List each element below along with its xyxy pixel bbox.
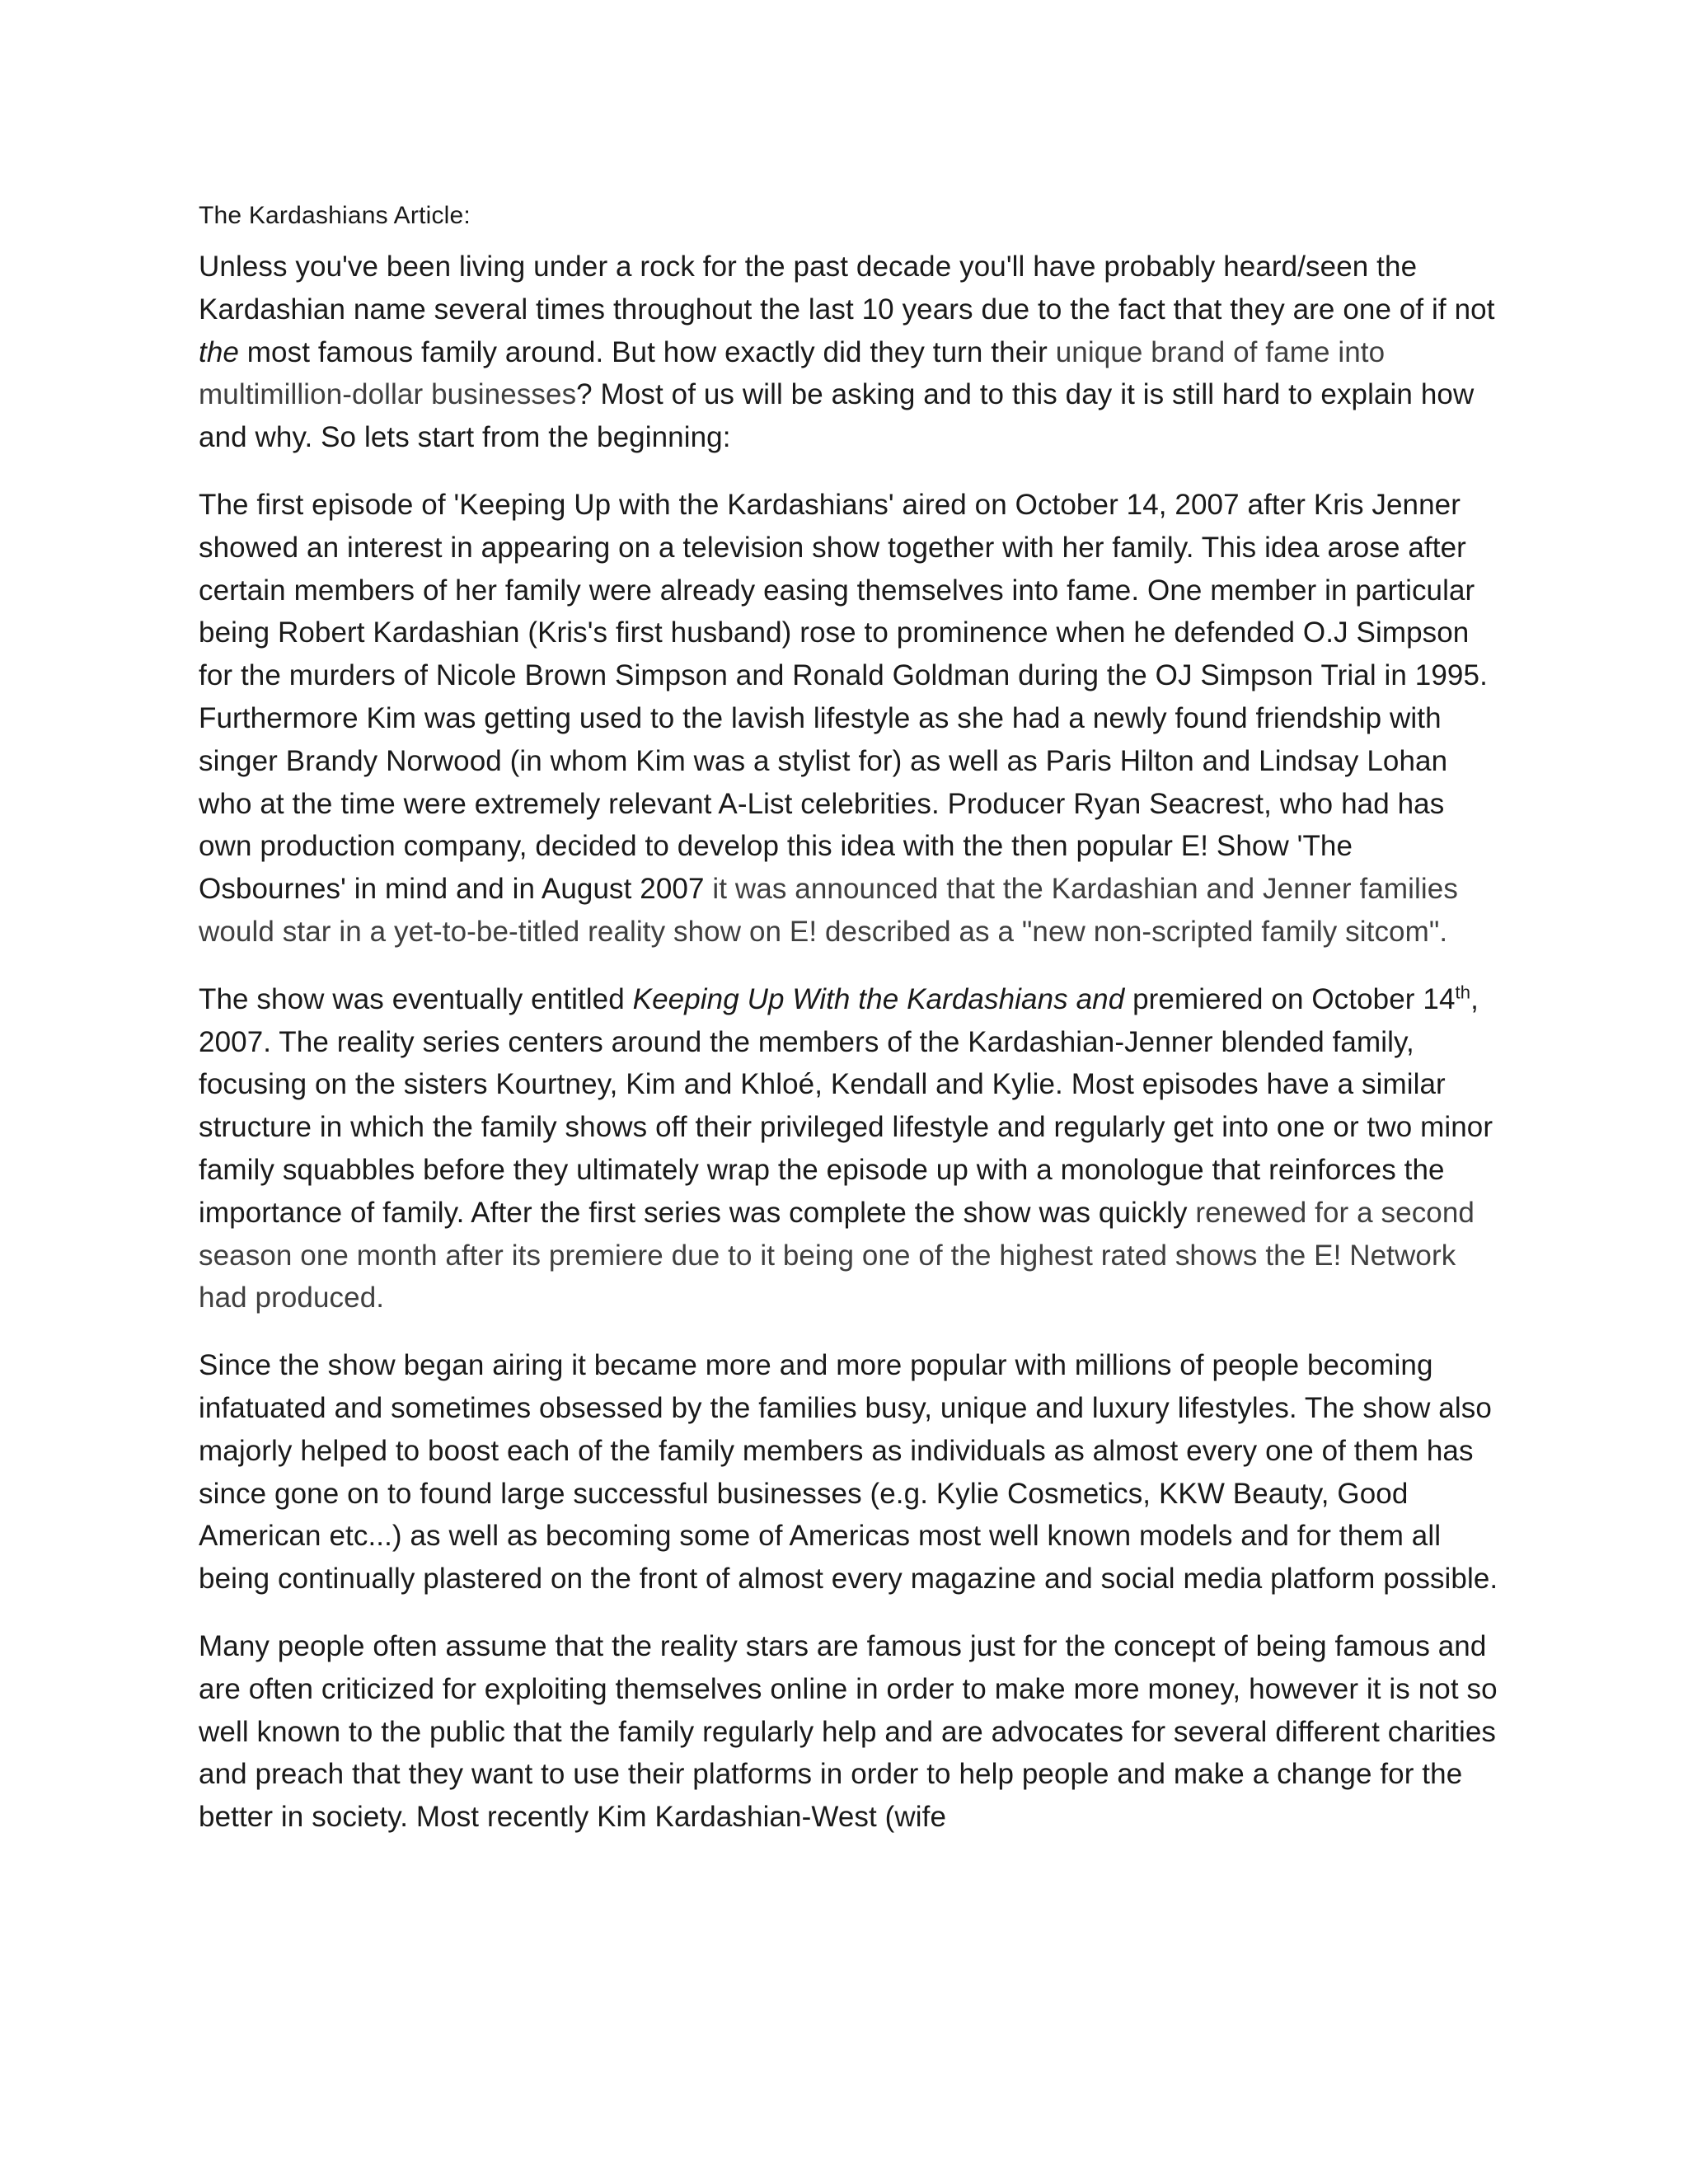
- article-heading: The Kardashians Article:: [199, 202, 471, 229]
- paragraph-popularity: Since the show began airing it became more and more popular with millions of people becoming infatuated and sometimes obsessed by the families busy, unique and luxury lifestyles. The show also majorly helped to boost each of the family members as individuals as almost every one of them has since gone on to found large successful businesses (e.g. Kylie Cosmetics, KKW Beauty, Good American etc...) as well as becoming some of Americas most well known models and for them all being continually plastered on the front of almost every magazine and social media platform possible.: [199, 1349, 1498, 1596]
- intro-text-a: Unless you've been living under a rock for the past decade you'll have probably heard/seen the Kardashian name several times throughout the last 10 years due to the fact that they are one of if not: [199, 251, 1495, 326]
- paragraph-intro: [199, 246, 1501, 459]
- first-episode-text-a: The first episode of 'Keeping Up with the Kardashians' aired on October 14, 2007 after Kris Jenner showed an interest in appearing on a television show together with her family. This idea arose after certain members of her family were already easing themselves into fame. One member in particular being Robert Kardashian (Kris's first husband) rose to prominence when he defended O.J Simpson for the murders of Nicole Brown Simpson and Ronald Goldman during the OJ Simpson Trial in 1995. Furthermore Kim was getting used to the lavish lifestyle as she had a newly found friendship with singer Brandy Norwood (in whom Kim was a stylist for) as well as Paris Hilton and Lindsay Lohan who at the time were extremely relevant A-List celebrities. Producer Ryan Seacrest, who had has own production company, decided to develop this idea with the then popular E! Show 'The Osbournes' in mind and in August 2007: [199, 488, 1488, 906]
- document-page: [199, 194, 1501, 1863]
- premiere-superscript: th: [1455, 982, 1471, 1003]
- intro-highlight: unique brand of fame into multimillion-dollar businesses: [199, 335, 1386, 411]
- paragraph-charity: Many people often assume that the reality stars are famous just for the concept of being famous and are often criticized for exploiting themselves online in order to make more money, however it is not so well known to the public that the family regularly help and are advocates for several different charities and preach that they want to use their platforms in order to help people and make a change for the better in society. Most recently Kim Kardashian-West (wife: [199, 1629, 1498, 1834]
- premiere-text-a: The show was eventually entitled: [199, 982, 633, 1015]
- premiere-text-d: , 2007. The reality series centers around the members of the Kardashian-Jenner blended family, focusing on the sisters Kourtney, Kim and Khloé, Kendall and Kylie. Most episodes have a similar structure in which the family shows off their privileged lifestyle and regularly get into one or two minor family squabbles before they ultimately wrap the episode up with a monologue that reinforces the importance of family. After the first series was complete the show was quickly: [199, 982, 1493, 1229]
- paragraph-first-episode: [199, 484, 1501, 954]
- first-episode-text-b: it was announced that the Kardashian and Jenner families would star in a yet-to-be-titled reality show on E! described as a "new non-scripted family sitcom".: [199, 873, 1458, 948]
- premiere-text-c: premiered on October 14: [1124, 982, 1456, 1015]
- premiere-show-title: Keeping Up With the Kardashians and: [632, 982, 1125, 1015]
- intro-emphasis: the: [199, 335, 239, 368]
- intro-text-e: ? Most of us will be asking and to this day it is still hard to explain how and why. So lets start from the beginning:: [199, 378, 1475, 454]
- premiere-text-e: renewed for a second season one month after its premiere due to it being one of the highest rated shows the E! Network had produced.: [199, 1196, 1475, 1315]
- intro-text-c: most famous family around. But how exactly did they turn their: [238, 335, 1056, 368]
- paragraph-show-premiere: [199, 978, 1501, 1319]
